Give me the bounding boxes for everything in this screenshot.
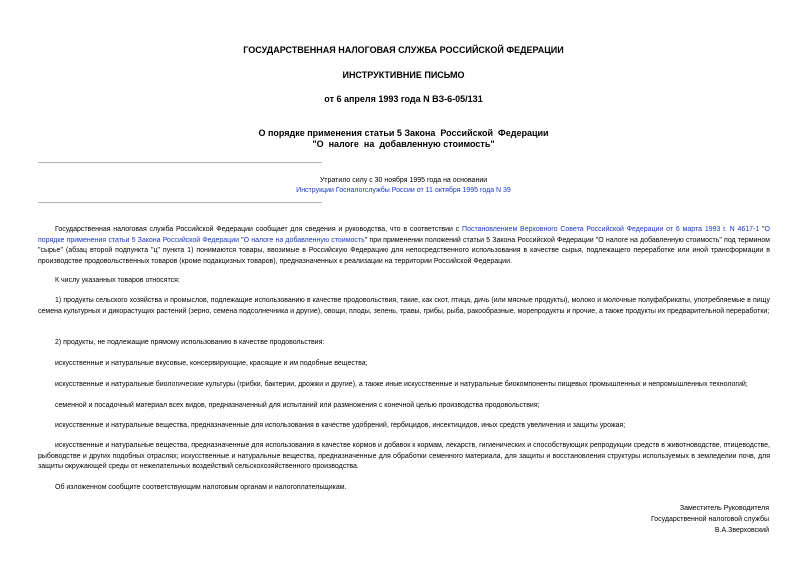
doc-type-title: ИНСТРУКТИВНИЕ ПИСЬМО	[342, 70, 465, 80]
decree-title-link[interactable]: О порядке применения статьи 5 Закона Российской Федерации	[38, 226, 770, 244]
paragraph-fertilizers: искусственные и натуральные вещества, предназначенные для использования в качестве удобрений, гербицидов, инсектицидов, иных средств увеличения и защиты урожая;	[55, 422, 626, 429]
signature-agency: Государственной налоговой службы	[650, 516, 769, 523]
paragraph-cultures: искусственные и натуральные биологические культуры (грибки, бактерии, дрожжи и другие), а также иные искусственные и натуральные биокомпоненты пищевых промышленных и непромышленных технологий;	[55, 381, 748, 388]
validity-note-link-line	[0, 186, 807, 196]
divider-top	[38, 162, 322, 163]
validity-note: Утратило силу с 30 ноября 1995 года на основании	[319, 177, 488, 184]
vat-law-link[interactable]: О налоге на добавленную стоимость	[243, 236, 365, 244]
intro-text-d: " при применении положений статьи 5 Закона Российской Федерации "О налоге на добавленную стоимость" под термином "сырье" (абзац второй подпункта "ц" пункта 1) понимаются товары, ввозимые в Российскую Федерацию для непосредственного использования в качестве сырья, подлежащего переработке или иной трансформации в производстве продовольственных товаров (кроме подакцизных товаров), предназначенных к реализации на территории Российской Федерации.	[38, 236, 770, 265]
subject-line-1: О порядке применения статьи 5 Закона Российской Федерации	[258, 128, 549, 138]
divider-bottom	[38, 202, 322, 203]
decree-link[interactable]: Постановлением Верховного Совета Российской Федерации от 6 марта 1993 г. N 4617-1	[462, 226, 760, 233]
paragraph-flavors: искусственные и натуральные вкусовые, консервирующие, красящие и им подобные вещества;	[55, 360, 368, 367]
paragraph-item-1: 1) продукты сельского хозяйства и промыслов, подлежащие использованию в качестве продовольствия, такие, как скот, птица, дичь (или мясные продукты), молоко и молочные полуфабрикаты, употребляемые в пищу семена культурных и дикорастущих растений (зерно, семена подсолнечника и другие), овощи, плоды, зелень, травы, грибы, рыба, ракообразные, морепродукты и прочие, а также продукты их предварительной переработки;	[38, 297, 770, 315]
agency-title: ГОСУДАРСТВЕННАЯ НАЛОГОВАЯ СЛУЖБА РОССИЙСКОЙ ФЕДЕРАЦИИ	[243, 45, 564, 55]
validity-link[interactable]: Инструкции Госналогслужбы России от 11 октября 1995 года N 39	[296, 187, 511, 194]
paragraph-feeds: искусственные и натуральные вещества, предназначенные для использования в качестве кормов и добавок к кормам, лекарств, гигиенических и способствующих репродукции средств в животноводстве, птицеводстве, рыбоводстве и других подобных отраслях; искусственные и натуральные вещества, предназначенные для обработки семенного материала, для защиты и восстановления структуры используемых в земледелии почв, для защиты окружающей среды от нежелательных воздействий сельскохозяйственного производства.	[38, 442, 770, 470]
subject-line-2: "О налоге на добавленную стоимость"	[312, 139, 495, 149]
doc-date-number: от 6 апреля 1993 года N ВЗ-6-05/131	[324, 94, 483, 104]
signature-name: В.А.Зверховский	[714, 527, 769, 534]
paragraph-item-2: 2) продукты, не подлежащие прямому использованию в качестве продовольствия:	[55, 339, 325, 346]
paragraph-seeds: семенной и посадочный материал всех видов, предназначенный для испытаний или размножения с конечной целью производства продовольствия;	[55, 402, 540, 409]
intro-text-a: Государственная налоговая служба Российской Федерации сообщает для сведения и руководства, что в соответствии с	[55, 226, 463, 233]
paragraph-closing: Об изложенном сообщите соответствующим налоговым органам и налогоплательщикам.	[55, 484, 347, 491]
signature-title: Заместитель Руководителя	[679, 505, 769, 512]
paragraph-list-intro: К числу указанных товаров относятся:	[55, 277, 180, 284]
intro-text-c: "	[239, 236, 244, 244]
paragraph-intro	[38, 225, 770, 267]
intro-text-b: "	[759, 226, 765, 233]
